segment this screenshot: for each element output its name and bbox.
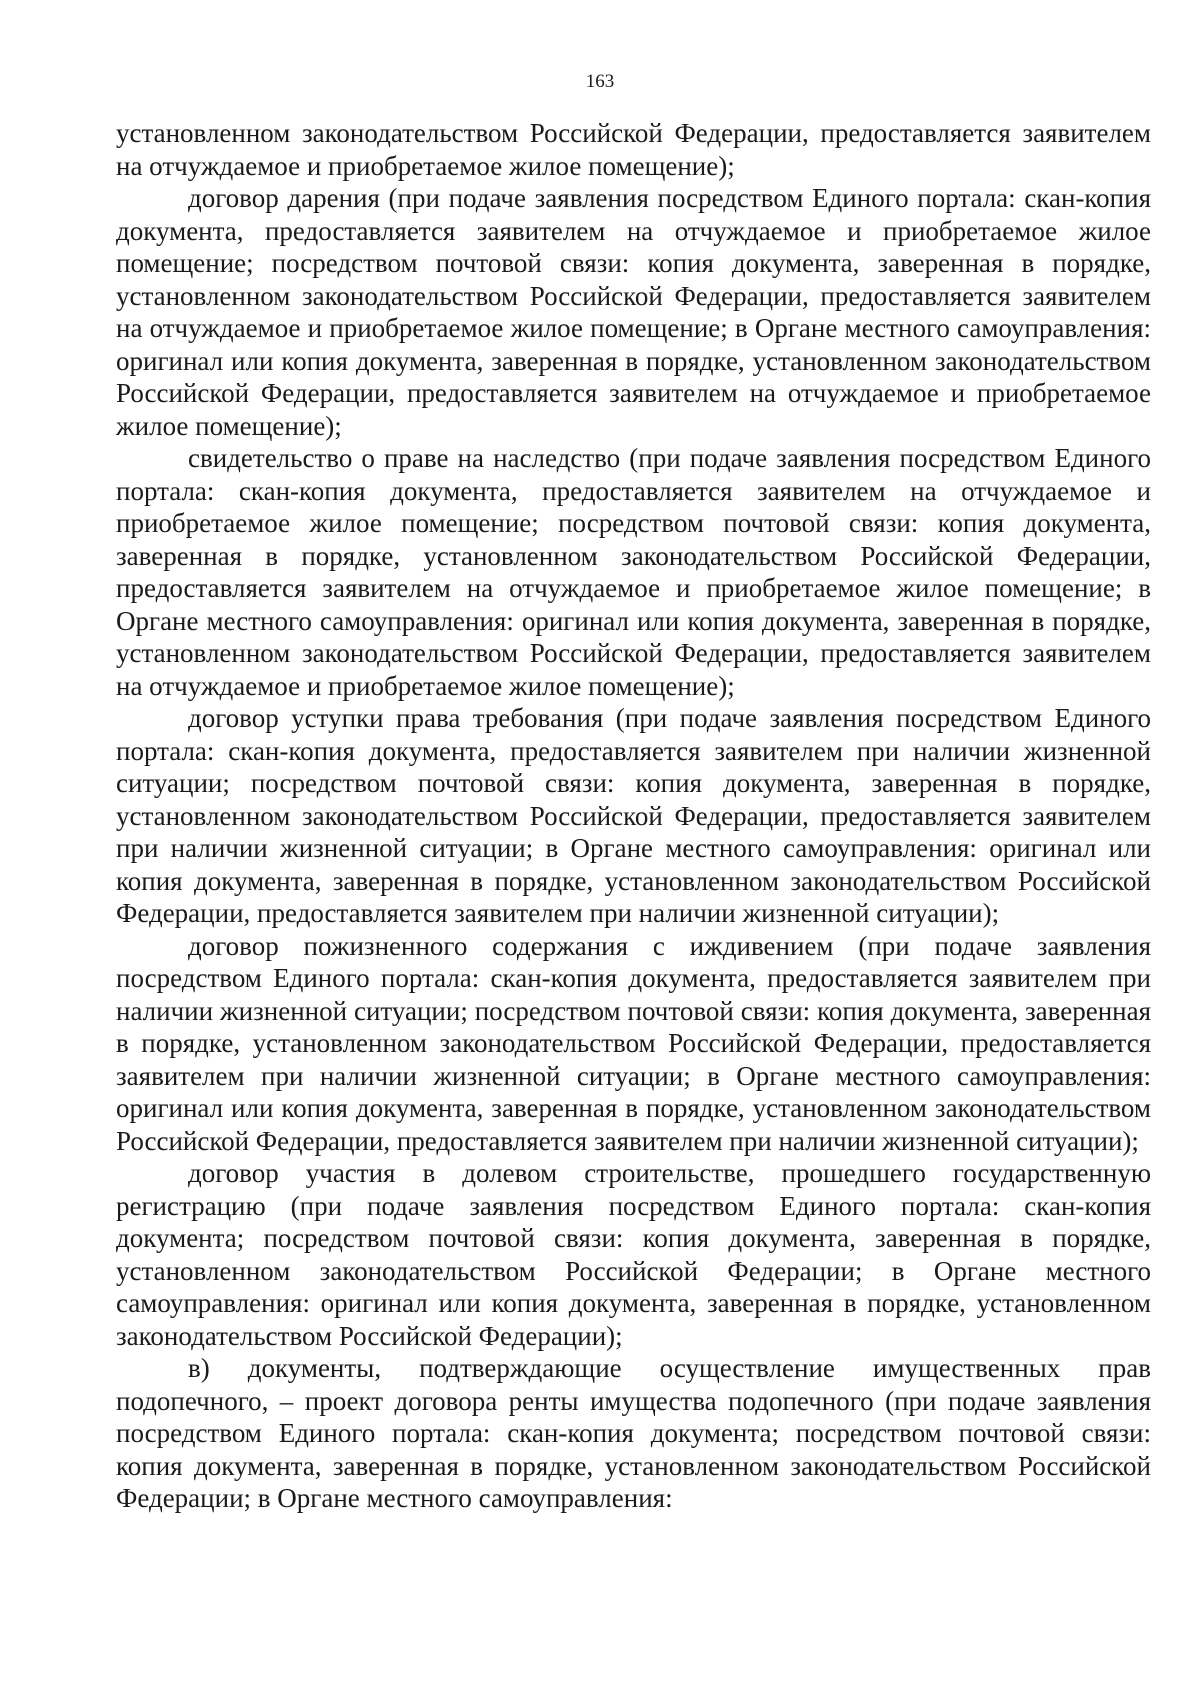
paragraph-gift-contract: договор дарения (при подаче заявления посредством Единого портала: скан-копия документа, предоставляется заявителем на отчуждаемое и приобретаемое жилое помещение; посредством почтовой связи: копия документа, заверенная в порядке, установленном законодательством Российской Федерации, предоставляется заявителем на отчуждаемое и приобретаемое жилое помещение; в Органе местного самоуправления: оригинал или копия документа, заверенная в порядке, установленном законодательством Российской Федерации, предоставляется заявителем на отчуждаемое и приобретаемое жилое помещение); xyxy=(116,183,1151,441)
paragraph-item-v: в) документы, подтверждающие осуществление имущественных прав подопечного, – проект договора ренты имущества подопечного (при подаче заявления посредством Единого портала: скан-копия документа; посредством почтовой связи: копия документа, заверенная в порядке, установленном законодательством Российской Федерации; в Органе местного самоуправления: xyxy=(116,1353,1151,1513)
page-number: 163 xyxy=(585,71,615,92)
paragraph-shared-construction-contract: договор участия в долевом строительстве, прошедшего государственную регистрацию (при подаче заявления посредством Единого портала: скан-копия документа; посредством почтовой связи: копия документа, заверенная в порядке, установленном законодательством Российской Федерации; в Органе местного самоуправления: оригинал или копия документа, заверенная в порядке, установленном законодательством Российской Федерации); xyxy=(116,1158,1151,1351)
paragraph-inheritance-certificate: свидетельство о праве на наследство (при подаче заявления посредством Единого портала: скан-копия документа, предоставляется заявителем на отчуждаемое и приобретаемое жилое помещение; посредством почтовой связи: копия документа, заверенная в порядке, установленном законодательством Российской Федерации, предоставляется заявителем на отчуждаемое и приобретаемое жилое помещение; в Органе местного самоуправления: оригинал или копия документа, заверенная в порядке, установленном законодательством Российской Федерации, предоставляется заявителем на отчуждаемое и приобретаемое жилое помещение); xyxy=(116,443,1151,701)
document-body xyxy=(116,117,1151,1515)
paragraph-life-maintenance-contract: договор пожизненного содержания с иждивением (при подаче заявления посредством Единого портала: скан-копия документа, предоставляется заявителем при наличии жизненной ситуации; посредством почтовой связи: копия документа, заверенная в порядке, установленном законодательством Российской Федерации, предоставляется заявителем при наличии жизненной ситуации; в Органе местного самоуправления: оригинал или копия документа, заверенная в порядке, установленном законодательством Российской Федерации, предоставляется заявителем при наличии жизненной ситуации); xyxy=(116,930,1151,1156)
paragraph-continuation: установленном законодательством Российской Федерации, предоставляется заявителем на отчуждаемое и приобретаемое жилое помещение); xyxy=(116,118,1151,181)
paragraph-assignment-contract: договор уступки права требования (при подаче заявления посредством Единого портала: скан-копия документа, предоставляется заявителем при наличии жизненной ситуации; посредством почтовой связи: копия документа, заверенная в порядке, установленном законодательством Российской Федерации, предоставляется заявителем при наличии жизненной ситуации; в Органе местного самоуправления: оригинал или копия документа, заверенная в порядке, установленном законодательством Российской Федерации, предоставляется заявителем при наличии жизненной ситуации); xyxy=(116,703,1151,928)
